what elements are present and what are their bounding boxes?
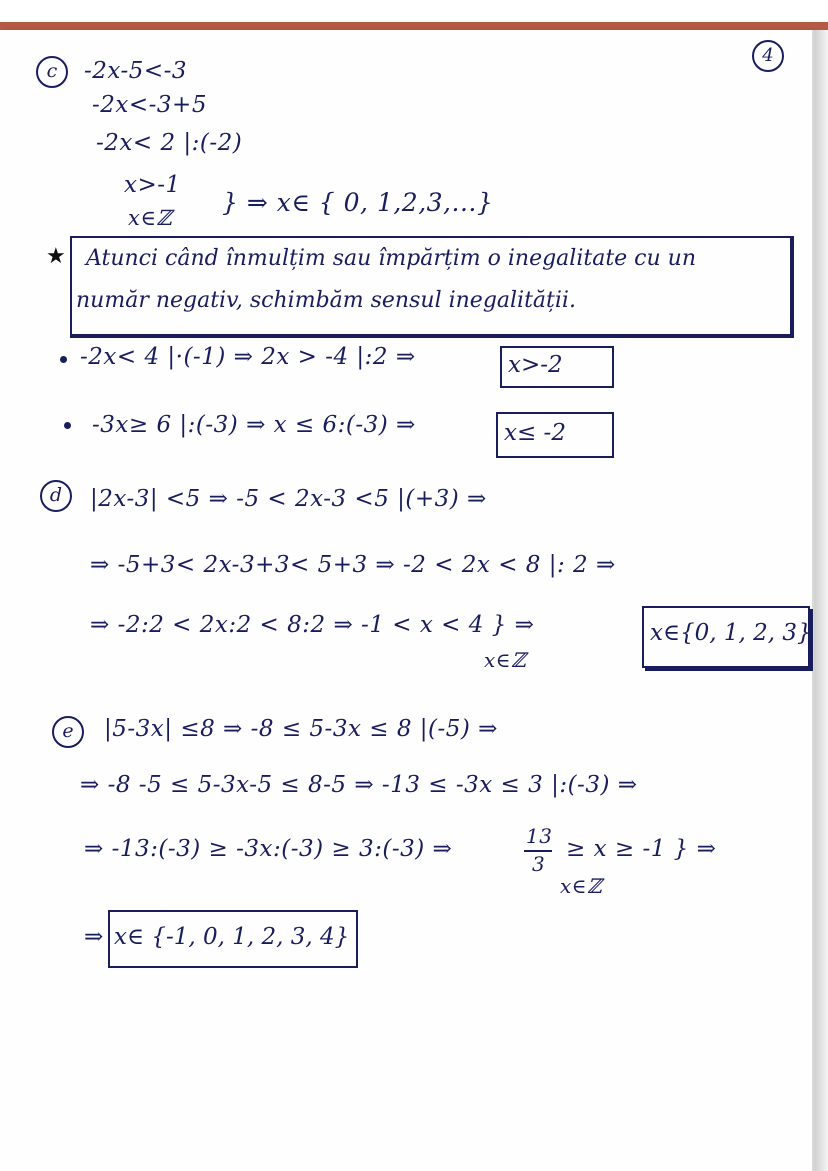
section-e-line-3-sub: x∈ℤ bbox=[560, 874, 603, 898]
bullet-icon bbox=[60, 356, 67, 363]
section-e-result: x∈ {-1, 0, 1, 2, 3, 4} bbox=[114, 924, 350, 950]
page-number: 4 bbox=[752, 40, 784, 72]
section-c-label: c bbox=[36, 56, 68, 88]
section-c-line-3: -2x< 2 |:(-2) bbox=[96, 130, 243, 156]
section-e-line-2: ⇒ -8 -5 ≤ 5-3x-5 ≤ 8-5 ⇒ -13 ≤ -3x ≤ 3 |:(-3) ⇒ bbox=[80, 772, 638, 798]
section-e-fraction-denominator: 3 bbox=[532, 852, 546, 876]
section-e-fraction-numerator: 13 bbox=[526, 824, 553, 848]
section-d-label: d bbox=[40, 480, 72, 512]
section-c-line-1: -2x-5<-3 bbox=[84, 58, 188, 84]
section-d-line-2: ⇒ -5+3< 2x-3+3< 5+3 ⇒ -2 < 2x < 8 |: 2 ⇒ bbox=[90, 552, 616, 578]
section-e-line-3-tail: ≥ x ≥ -1 } ⇒ bbox=[566, 836, 717, 862]
section-c-conclusion: } ⇒ x∈ { 0, 1,2,3,...} bbox=[222, 188, 494, 217]
rule-note-line-1: Atunci când înmulțim sau împărțim o inegalitate cu un bbox=[86, 246, 696, 271]
section-c-line-2: -2x<-3+5 bbox=[92, 92, 207, 118]
section-d-line-3: ⇒ -2:2 < 2x:2 < 8:2 ⇒ -1 < x < 4 } ⇒ bbox=[90, 612, 535, 638]
section-e-label: e bbox=[52, 716, 84, 748]
section-d-line-1: |2x-3| <5 ⇒ -5 < 2x-3 <5 |(+3) ⇒ bbox=[90, 486, 487, 512]
section-e-line-3: ⇒ -13:(-3) ≥ -3x:(-3) ≥ 3:(-3) ⇒ bbox=[84, 836, 453, 862]
example-2-result: x≤ -2 bbox=[504, 420, 566, 446]
bullet-icon bbox=[64, 422, 71, 429]
star-icon: ★ bbox=[46, 244, 66, 269]
section-c-line-5: x∈ℤ bbox=[128, 206, 173, 230]
section-d-line-3-sub: x∈ℤ bbox=[484, 648, 527, 672]
section-c-line-4: x>-1 bbox=[124, 172, 181, 198]
example-2-expr: -3x≥ 6 |:(-3) ⇒ x ≤ 6:(-3) ⇒ bbox=[92, 412, 416, 438]
example-1-result: x>-2 bbox=[508, 352, 563, 378]
top-edge bbox=[0, 0, 828, 30]
section-e-line-4-prefix: ⇒ bbox=[84, 924, 104, 950]
section-e-line-1: |5-3x| ≤8 ⇒ -8 ≤ 5-3x ≤ 8 |(-5) ⇒ bbox=[104, 716, 498, 742]
page-edge-shadow bbox=[814, 30, 828, 1171]
section-d-result: x∈{0, 1, 2, 3} bbox=[650, 620, 812, 646]
example-1-expr: -2x< 4 |·(-1) ⇒ 2x > -4 |:2 ⇒ bbox=[80, 344, 416, 370]
rule-note-line-2: număr negativ, schimbăm sensul inegalității. bbox=[76, 288, 576, 313]
